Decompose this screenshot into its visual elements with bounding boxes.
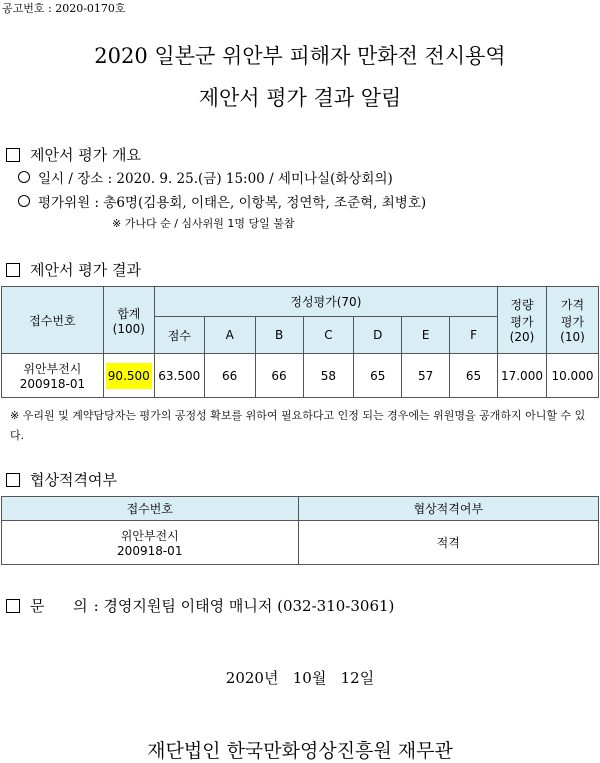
eligibility-table (1, 496, 599, 565)
cell-b: 66 (255, 354, 303, 398)
checkbox-square-icon (6, 263, 20, 277)
header-c: C (303, 317, 354, 354)
cell-receipt-no: 위안부전시 200918-01 (2, 521, 299, 565)
organization-name: 재단법인 한국만화영상진흥원 재무관 (147, 740, 453, 762)
header-quantitative: 정량 평가 (20) (497, 287, 546, 354)
eligibility-header-row (2, 497, 599, 521)
page-title-line1: 2020 일본군 위안부 피해자 만화전 전시용역 (94, 44, 506, 68)
cell-d: 65 (354, 354, 402, 398)
overview-date-place: 일시 / 장소 : 2020. 9. 25.(금) 15:00 / 세미나실(화상회의) (18, 167, 393, 187)
overview-evaluators: 평가위원 : 총6명(김용회, 이태은, 이항복, 정연학, 조준혁, 최병호) (18, 191, 426, 211)
header-qualitative: 정성평가(70) (154, 287, 497, 317)
header-total: 합계 (100) (103, 287, 154, 354)
cell-f: 65 (450, 354, 498, 398)
overview-note: ※ 가나다 순 / 심사위원 1명 당일 불참 (112, 217, 295, 230)
section-overview-heading: 제안서 평가 개요 (6, 144, 141, 165)
results-table (1, 286, 599, 398)
inquiry (6, 595, 394, 616)
header-e: E (402, 317, 450, 354)
header-receipt-no: 접수번호 (2, 497, 299, 521)
header-b: B (255, 317, 303, 354)
circle-bullet-icon (18, 195, 30, 207)
section-results-heading: 제안서 평가 결과 (6, 259, 141, 280)
section-eligibility-heading: 협상적격여부 (6, 469, 117, 490)
header-score: 점수 (154, 317, 204, 354)
page-title-line2: 제안서 평가 결과 알림 (198, 86, 402, 110)
checkbox-square-icon (6, 148, 20, 162)
header-eligibility: 협상적격여부 (298, 497, 598, 521)
inquiry-label: 문 의 (30, 597, 88, 615)
cell-score: 63.500 (154, 354, 204, 398)
cell-a: 66 (204, 354, 255, 398)
cell-c: 58 (303, 354, 354, 398)
cell-quantitative: 17.000 (497, 354, 546, 398)
header-f: F (450, 317, 498, 354)
checkbox-square-icon (6, 599, 20, 613)
cell-total-wrapper (103, 354, 154, 398)
results-note: ※ 우리원 및 계약담당자는 평가의 공정성 확보를 위하여 필요하다고 인정 되는 경우에는 위원명을 공개하지 아니할 수 있다. (10, 409, 586, 442)
inquiry-contact: : 경영지원팀 이태영 매니저 (032-310-3061) (93, 597, 395, 615)
cell-total: 90.500 (106, 363, 152, 389)
table-row (2, 521, 599, 565)
checkbox-square-icon (6, 473, 20, 487)
notice-number: 공고번호 : 2020-0170호 (2, 2, 126, 15)
cell-eligibility: 적격 (298, 521, 598, 565)
header-d: D (354, 317, 402, 354)
header-receipt-no: 접수번호 (2, 287, 104, 354)
cell-receipt-no: 위안부전시 200918-01 (2, 354, 104, 398)
cell-e: 57 (402, 354, 450, 398)
results-header-row (2, 287, 599, 317)
header-a: A (204, 317, 255, 354)
header-price: 가격 평가 (10) (546, 287, 598, 354)
circle-bullet-icon (18, 171, 30, 183)
cell-price: 10.000 (546, 354, 598, 398)
table-row (2, 354, 599, 398)
announcement-date: 2020년 10월 12일 (225, 669, 375, 687)
